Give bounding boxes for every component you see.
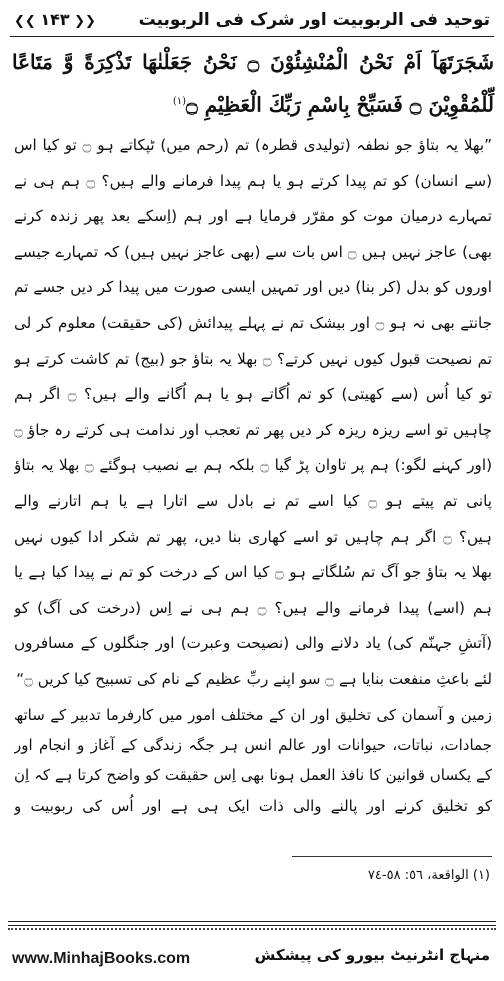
publisher-credit: منہاج انٹرنیٹ بیورو کی پیشکش [254,946,490,964]
translation-line: (اور کہنے لگو:) ہم پر تاوان پڑ گیا ۝ بلکہ ہم بے نصیب ہوگئے ۝ بھلا یہ بتاؤ [14,456,492,475]
translation-line: جانتے بھی نہ ہو ۝ اور بیشک تم نے پہلے پیدائش (کی حقیقت) معلوم کر لی [14,313,492,332]
commentary-line: کے یکساں قوانین کا نافذ العمل ہونا بھی اِس حقیقت کو واضح کرتا ہے کہ اِن [14,766,492,785]
verse-translation [14,128,492,698]
commentary-line: کو تخلیق کرنے اور پالنے والی ذات ایک ہی ہے اور اُس کی ربوبیت و [14,796,492,815]
running-title: توحید فی الربوبیت اور شرک فی الربوبیت [138,10,490,30]
footnote-divider [292,856,492,857]
page-number-value: ١۴٣ [40,10,70,29]
footer-divider [8,921,496,922]
page-header [14,4,490,34]
site-url-link[interactable]: www.MinhajBooks.com [12,950,191,967]
translation-line: (سے انسان) کو تم پیدا کرتے ہو یا ہم پیدا فرمانے والے ہیں؟ ۝ ہم ہی نے [14,171,492,190]
footnote: (١) الواقعة، ٥٦: ٥٨-٧٤ [367,868,490,883]
translation-line: ”بھلا یہ بتاؤ جو نطفہ (تولیدی قطرہ) تم (رحم میں) ٹپکاتے ہو ۝ تو کیا اس [14,136,492,154]
footer-divider-thin [8,925,496,926]
translation-line: لئے باعثِ منفعت بنایا ہے ۝ سو اپنے ربِّ عظیم کے نام کی تسبیح کیا کریں ۝“ [16,669,492,688]
page-number-ornament-right: ❯❯ [14,14,41,29]
verse-footnote-mark: (١) [172,96,187,107]
translation-line: تم نصیحت قبول کیوں نہیں کرتے؟ ۝ بھلا یہ بتاؤ جو (بیج) تم کاشت کرتے ہو [14,349,492,368]
translation-line: تو کیا اُس (سے کھیتی) کو تم اُگاتے ہو یا ہم اُگانے والے ہیں؟ ۝ اگر ہم [14,385,492,404]
translation-line: اوروں کو بدل (کر بنا) دیں اور تمہیں ایسی صورت میں پیدا کر دیں جسے تم [14,278,492,297]
translation-line: ہیں؟ ۝ اگر ہم چاہیں تو اسے کھاری بنا دیں، پھر تم شکر ادا کیوں نہیں [14,527,492,546]
translation-line: ہم (اسے) پیدا فرمانے والے ہیں؟ ۝ ہم ہی نے اِس (درخت کی آگ) کو [14,598,492,617]
translation-line: پانی تم پیتے ہو ۝ کیا اسے تم نے بادل سے اتارا ہے یا ہم اتارنے والے [14,491,492,510]
translation-line: (آتشِ جہنّم کی) یاد دلانے والی (نصیحت وعبرت) اور جنگلوں کے مسافروں [14,634,492,653]
commentary-paragraph [14,700,492,821]
page-number [14,10,96,29]
header-divider [10,36,494,37]
translation-line: تمہارے درمیان موت کو مقرّر فرمایا ہے اور ہم (اِسکے بعد پھر زندہ کرنے [14,207,492,226]
quran-verse [12,42,494,125]
commentary-line: زمین و آسمان کی تخلیق اور ان کے مختلف امور میں کارفرما تدبیر کے ساتھ [14,706,492,724]
translation-line: چاہیں تو اسے ریزہ ریزہ کر دیں پھر تم تعجب اور ندامت ہی کرتے رہ جاؤ ۝ [14,420,492,439]
commentary-line: جمادات، نباتات، حیوانات اور عالم انس ہر جگہ زندگی کے آغاز و انجام اور [14,736,492,755]
verse-text: شَجَرَتَهَآ اَمْ نَحْنُ الْمُنْشِئُوْنَ ۝ نَحْنُ جَعَلْنٰهَا تَذْكِرَةً وَّ مَتَاعًا لِّلْمُقْوِيْنَ ۝ فَسَبِّحْ بِاسْمِ رَبِّكَ الْعَظِيْمِ ۝ [12,50,495,117]
footer-divider-dotted [8,928,496,930]
translation-line: بھلا یہ بتاؤ جو آگ تم سُلگاتے ہو ۝ کیا اس کے درخت کو تم نے پیدا کیا ہے یا [14,563,492,582]
translation-line: بھی) عاجز نہیں ہیں ۝ اس بات سے (بھی عاجز نہیں ہیں) کہ تمہارے جیسے [14,242,492,261]
page-number-ornament-left: ❮❮ [69,14,96,29]
